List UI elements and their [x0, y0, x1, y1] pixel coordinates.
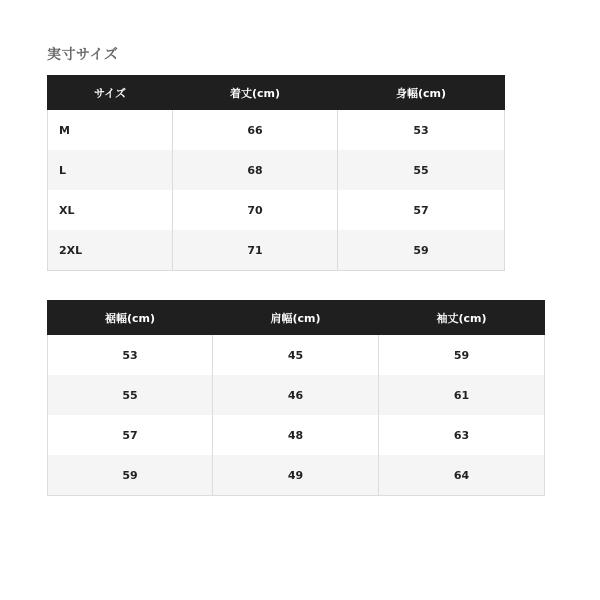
table-header-row [48, 301, 545, 335]
hem-width-cell: 59 [48, 455, 213, 496]
table-row [48, 190, 505, 230]
body-width-cell: 59 [338, 230, 505, 271]
column-header-length: 着丈(cm) [173, 76, 338, 110]
sleeve-length-cell: 61 [379, 375, 545, 415]
table-header-row [48, 76, 505, 110]
page-title: 実寸サイズ [47, 47, 119, 63]
column-header-body-width: 身幅(cm) [338, 76, 505, 110]
table-row [48, 150, 505, 190]
size-cell: 2XL [48, 230, 173, 271]
column-header-size: サイズ [48, 76, 173, 110]
table-row [48, 110, 505, 151]
size-cell: M [48, 110, 173, 151]
size-cell: L [48, 150, 173, 190]
shoulder-width-cell: 48 [213, 415, 379, 455]
column-header-sleeve-length: 袖丈(cm) [379, 301, 545, 335]
column-header-hem-width: 裾幅(cm) [48, 301, 213, 335]
sleeve-length-cell: 64 [379, 455, 545, 496]
length-cell: 70 [173, 190, 338, 230]
hem-width-cell: 55 [48, 375, 213, 415]
shoulder-width-cell: 49 [213, 455, 379, 496]
table-row [48, 230, 505, 271]
table-row [48, 335, 545, 376]
column-header-shoulder-width: 肩幅(cm) [213, 301, 379, 335]
shoulder-width-cell: 46 [213, 375, 379, 415]
length-cell: 71 [173, 230, 338, 271]
body-width-cell: 57 [338, 190, 505, 230]
sleeve-length-cell: 59 [379, 335, 545, 376]
shoulder-width-cell: 45 [213, 335, 379, 376]
length-cell: 66 [173, 110, 338, 151]
table-row [48, 375, 545, 415]
body-width-cell: 55 [338, 150, 505, 190]
hem-width-cell: 53 [48, 335, 213, 376]
table-row [48, 455, 545, 496]
size-table-primary [47, 75, 505, 271]
size-cell: XL [48, 190, 173, 230]
hem-width-cell: 57 [48, 415, 213, 455]
sleeve-length-cell: 63 [379, 415, 545, 455]
size-table-secondary [47, 300, 545, 496]
table-row [48, 415, 545, 455]
body-width-cell: 53 [338, 110, 505, 151]
length-cell: 68 [173, 150, 338, 190]
